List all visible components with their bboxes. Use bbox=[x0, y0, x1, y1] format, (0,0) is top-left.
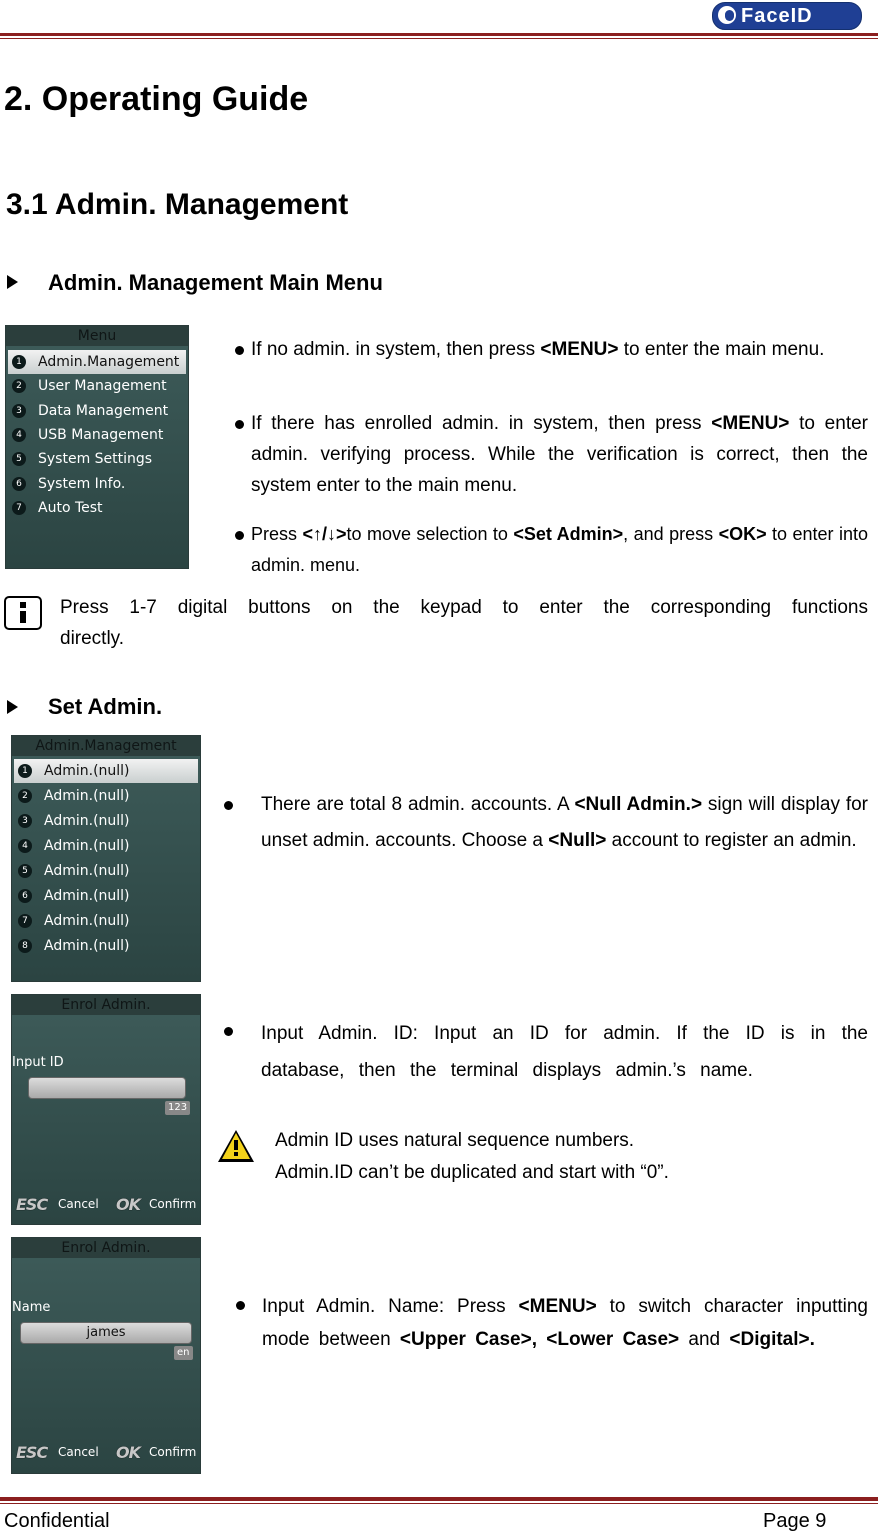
enrol-name-screenshot bbox=[11, 1237, 201, 1474]
warning-icon bbox=[218, 1130, 254, 1162]
screen-title: Enrol Admin. bbox=[12, 1238, 200, 1258]
chapter-title: 2. Operating Guide bbox=[4, 80, 309, 118]
admin-item: 3 Admin.(null) bbox=[14, 809, 198, 833]
enrol-id-screenshot bbox=[11, 994, 201, 1225]
admin-list-screenshot bbox=[11, 735, 201, 982]
screen-title: Menu bbox=[6, 326, 188, 346]
note-text: Press 1-7 digital buttons on the keypad to enter the corresponding functions directly. bbox=[60, 597, 868, 649]
menu-item: 3 Data Management bbox=[8, 399, 186, 423]
warning-line: Admin.ID can’t be duplicated and start with “0”. bbox=[275, 1162, 669, 1183]
menu-item: 2 User Management bbox=[8, 374, 186, 398]
bullet-icon bbox=[224, 801, 233, 810]
paragraph: If there has enrolled admin. in system, then press <MENU> to enter admin. verifying process. While the verification is correct, then the system enter to the main menu. bbox=[251, 413, 868, 496]
button-bar: ESC Cancel OK Confirm bbox=[16, 1195, 197, 1214]
screen-title: Admin.Management bbox=[12, 736, 200, 756]
menu-item: 7 Auto Test bbox=[8, 496, 186, 520]
arrow-bullet-icon bbox=[7, 275, 18, 289]
mode-tag: en bbox=[174, 1346, 193, 1360]
paragraph: Input Admin. ID: Input an ID for admin. If the ID is in the database, then the terminal displays admin.’s name. bbox=[261, 1023, 868, 1081]
admin-item: 8 Admin.(null) bbox=[14, 934, 198, 958]
button-bar: ESC Cancel OK Confirm bbox=[16, 1443, 197, 1462]
name-input: james bbox=[20, 1322, 192, 1344]
bullet-icon bbox=[235, 531, 244, 540]
header-rule bbox=[0, 33, 878, 36]
menu-item: 5 System Settings bbox=[8, 447, 186, 471]
admin-item: 7 Admin.(null) bbox=[14, 909, 198, 933]
footer-rule-thin bbox=[0, 1503, 878, 1504]
field-label: Name bbox=[12, 1300, 51, 1315]
admin-item: 4 Admin.(null) bbox=[14, 834, 198, 858]
screen-title: Enrol Admin. bbox=[12, 995, 200, 1015]
arrow-bullet-icon bbox=[7, 700, 18, 714]
header-rule-thin bbox=[0, 38, 878, 39]
footer-confidential: Confidential bbox=[4, 1510, 110, 1532]
admin-item: 1 Admin.(null) bbox=[14, 759, 198, 783]
paragraph: If no admin. in system, then press <MENU> to enter the main menu. bbox=[251, 339, 825, 360]
paragraph: There are total 8 admin. accounts. A <Null Admin.> sign will display for unset admin. accounts. Choose a <Null> account to register an admin. bbox=[261, 794, 868, 851]
mode-tag: 123 bbox=[165, 1101, 190, 1115]
menu-screenshot bbox=[5, 325, 189, 569]
menu-item: 6 System Info. bbox=[8, 472, 186, 496]
bullet-icon bbox=[235, 420, 244, 429]
menu-item: 1 Admin.Management bbox=[8, 350, 186, 374]
menu-item: 4 USB Management bbox=[8, 423, 186, 447]
bullet-icon bbox=[224, 1027, 233, 1036]
page-number: Page 9 bbox=[763, 1510, 827, 1532]
section-title: 3.1 Admin. Management bbox=[6, 188, 349, 221]
footer-rule bbox=[0, 1497, 878, 1501]
admin-item: 6 Admin.(null) bbox=[14, 884, 198, 908]
bullet-icon bbox=[236, 1301, 245, 1310]
subsection-title: Admin. Management Main Menu bbox=[48, 270, 383, 295]
faceid-logo: FaceID bbox=[712, 2, 862, 30]
subsection-title: Set Admin. bbox=[48, 694, 163, 719]
paragraph: Press <↑/↓>to move selection to <Set Admin>, and press <OK> to enter into admin. menu. bbox=[251, 524, 868, 575]
face-icon bbox=[718, 6, 736, 24]
admin-item: 2 Admin.(null) bbox=[14, 784, 198, 808]
field-label: Input ID bbox=[12, 1055, 64, 1070]
info-icon bbox=[4, 596, 42, 630]
paragraph: Input Admin. Name: Press <MENU> to switch character inputting mode between <Upper Case>, <Lower Case> and <Digital>. bbox=[262, 1296, 868, 1350]
admin-item: 5 Admin.(null) bbox=[14, 859, 198, 883]
id-input bbox=[28, 1077, 186, 1099]
warning-line: Admin ID uses natural sequence numbers. bbox=[275, 1130, 635, 1151]
bullet-icon bbox=[235, 346, 244, 355]
